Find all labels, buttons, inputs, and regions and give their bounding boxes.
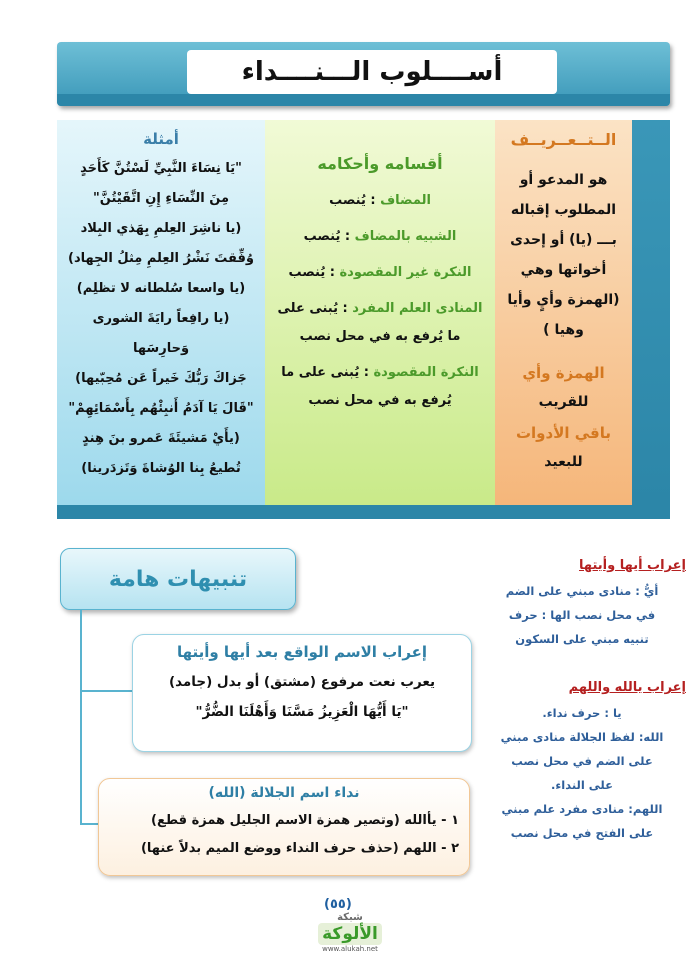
near-text: للقريب	[538, 394, 589, 410]
side-line: أيُّ : منادى مبني على الضم	[505, 584, 659, 598]
note-box-ayyuha	[132, 634, 472, 752]
note-box-allah	[98, 778, 470, 876]
division-key: النكرة المقصودة	[373, 365, 479, 380]
division-key: المنادى العلم المفرد	[352, 301, 483, 316]
divisions-heading: أقسامه وأحكامه	[317, 154, 443, 173]
side-heading: إعراب أيها وأيتها	[579, 558, 686, 573]
division-item	[273, 359, 487, 415]
definition-line: (الهمزة وأيٍ وأيا	[507, 292, 620, 308]
side-note-ayyuha	[478, 558, 686, 651]
title-box	[187, 50, 557, 94]
division-item	[273, 259, 487, 287]
far-heading: باقي الأدوات	[515, 424, 612, 442]
example-line: تُطيعُ بِنا الوُشاةَ وَتَزدَرينا)	[81, 461, 241, 476]
logo-main-text: الألوكة	[318, 923, 382, 945]
notes-title-box	[60, 548, 296, 610]
page-title: أســــلوب الـــنــــداء	[241, 57, 503, 87]
division-cont: ما يُرفع به في محل نصب	[299, 329, 461, 344]
side-line: في محل نصب الها : حرف	[508, 608, 656, 622]
definition-line: وهيا )	[543, 322, 584, 338]
division-key: الشبيه بالمضاف	[354, 229, 457, 244]
side-line: على النداء.	[551, 778, 613, 792]
division-cont: يُرفع به في محل نصب	[308, 393, 452, 408]
notes-title: تنبيهات هامة	[108, 566, 248, 592]
title-banner	[57, 42, 670, 106]
definition-line: هو المدعو أو	[519, 172, 608, 188]
division-item	[273, 223, 487, 251]
example-line: (يا واسعا سُلطانه لا تظلِم)	[76, 281, 246, 296]
division-val: : يُبنى على ما	[281, 365, 369, 380]
division-val: : يُنصب	[303, 229, 351, 244]
side-line: الله: لفظ الجلالة منادى مبني	[500, 730, 664, 744]
side-heading: إعراب يالله واللهم	[568, 680, 686, 695]
example-line: (يأَيْ مَشيئَةَ عَمرو بنَ هِندٍ	[82, 431, 240, 446]
panels-bottom-bar	[57, 505, 670, 519]
side-bar	[632, 120, 670, 505]
division-key: النكرة غير المقصودة	[339, 265, 472, 280]
logo-top-text: شبكة	[337, 912, 363, 923]
alukah-logo	[318, 912, 382, 970]
note-heading: نداء اسم الجلالة (الله)	[208, 785, 360, 801]
example-line: "يَا نِسَاءَ النَّبِيِّ لَسْتُنَّ كَأَحَدٍ	[80, 161, 242, 176]
side-line: يا : حرف نداء.	[542, 706, 622, 720]
definition-panel	[495, 120, 632, 505]
note-heading: إعراب الاسم الواقع بعد أيها وأيتها	[176, 643, 428, 661]
example-line: وَحارِسَها	[132, 341, 190, 356]
side-line: اللهم: منادى مفرد علم مبني	[501, 802, 663, 816]
example-line: (يا ناشِرَ العِلمِ بِهَذي البِلاد	[80, 221, 242, 236]
division-item	[273, 187, 487, 215]
division-key: المضاف	[380, 193, 431, 208]
division-item	[273, 295, 487, 351]
examples-panel	[57, 120, 265, 505]
definition-heading: الــتــعــريــف	[510, 130, 617, 149]
connector-line	[80, 610, 82, 825]
note-line: يعرب نعت مرفوع (مشتق) أو بدل (جامد)	[168, 674, 436, 690]
definition-line: بـــ (يا) أو إحدى	[510, 232, 617, 248]
definition-line: أخواتها وهي	[520, 262, 607, 278]
logo-url: www.alukah.net	[322, 945, 378, 953]
side-line: تنبيه مبني على السكون	[515, 632, 649, 646]
example-line: وُفِّقتَ نَشْرُ العِلمِ مِثلُ الجِهاد)	[68, 251, 254, 266]
division-val: : يُنصب	[288, 265, 335, 280]
connector-line	[80, 690, 132, 692]
note-line: ١ - يأالله (وتصير همزة الاسم الجليل همزة قطع)	[151, 813, 459, 828]
banner-stripe	[57, 94, 670, 106]
example-line: (يا رافِعاً رايَةَ الشورى	[92, 311, 230, 326]
example-line: "قَالَ يَا آدَمُ أَنبِئْهُم بِأَسْمَائِهِمْ"	[68, 401, 254, 416]
note-line: ٢ - اللهم (حذف حرف النداء ووضع الميم بدلاً عنها)	[140, 841, 459, 856]
connector-line	[80, 823, 98, 825]
side-line: على الفتح في محل نصب	[510, 826, 654, 840]
far-text: للبعيد	[544, 454, 583, 470]
side-note-allah	[478, 680, 686, 845]
examples-heading: أمثلة	[143, 130, 179, 148]
page-number: (٥٥)	[324, 897, 352, 912]
side-line: على الضم في محل نصب	[511, 754, 653, 768]
near-heading: الهمزة وأي	[522, 364, 605, 382]
divisions-panel	[265, 120, 495, 505]
example-line: جَزاكَ رَبُّكَ خَيراً عَن مُحِبّيها)	[75, 371, 247, 386]
definition-line: المطلوب إقباله	[510, 202, 617, 218]
example-line: مِنَ النِّسَاءِ إِنِ اتَّقَيْتُنَّ"	[92, 191, 230, 206]
division-val: : يُبنى على	[277, 301, 348, 316]
note-line: "يَا أَيُّهَا الْعَزِيزُ مَسَّنَا وَأَهْلَنَا الضُّرُّ"	[195, 704, 409, 720]
division-val: : يُنصب	[329, 193, 376, 208]
